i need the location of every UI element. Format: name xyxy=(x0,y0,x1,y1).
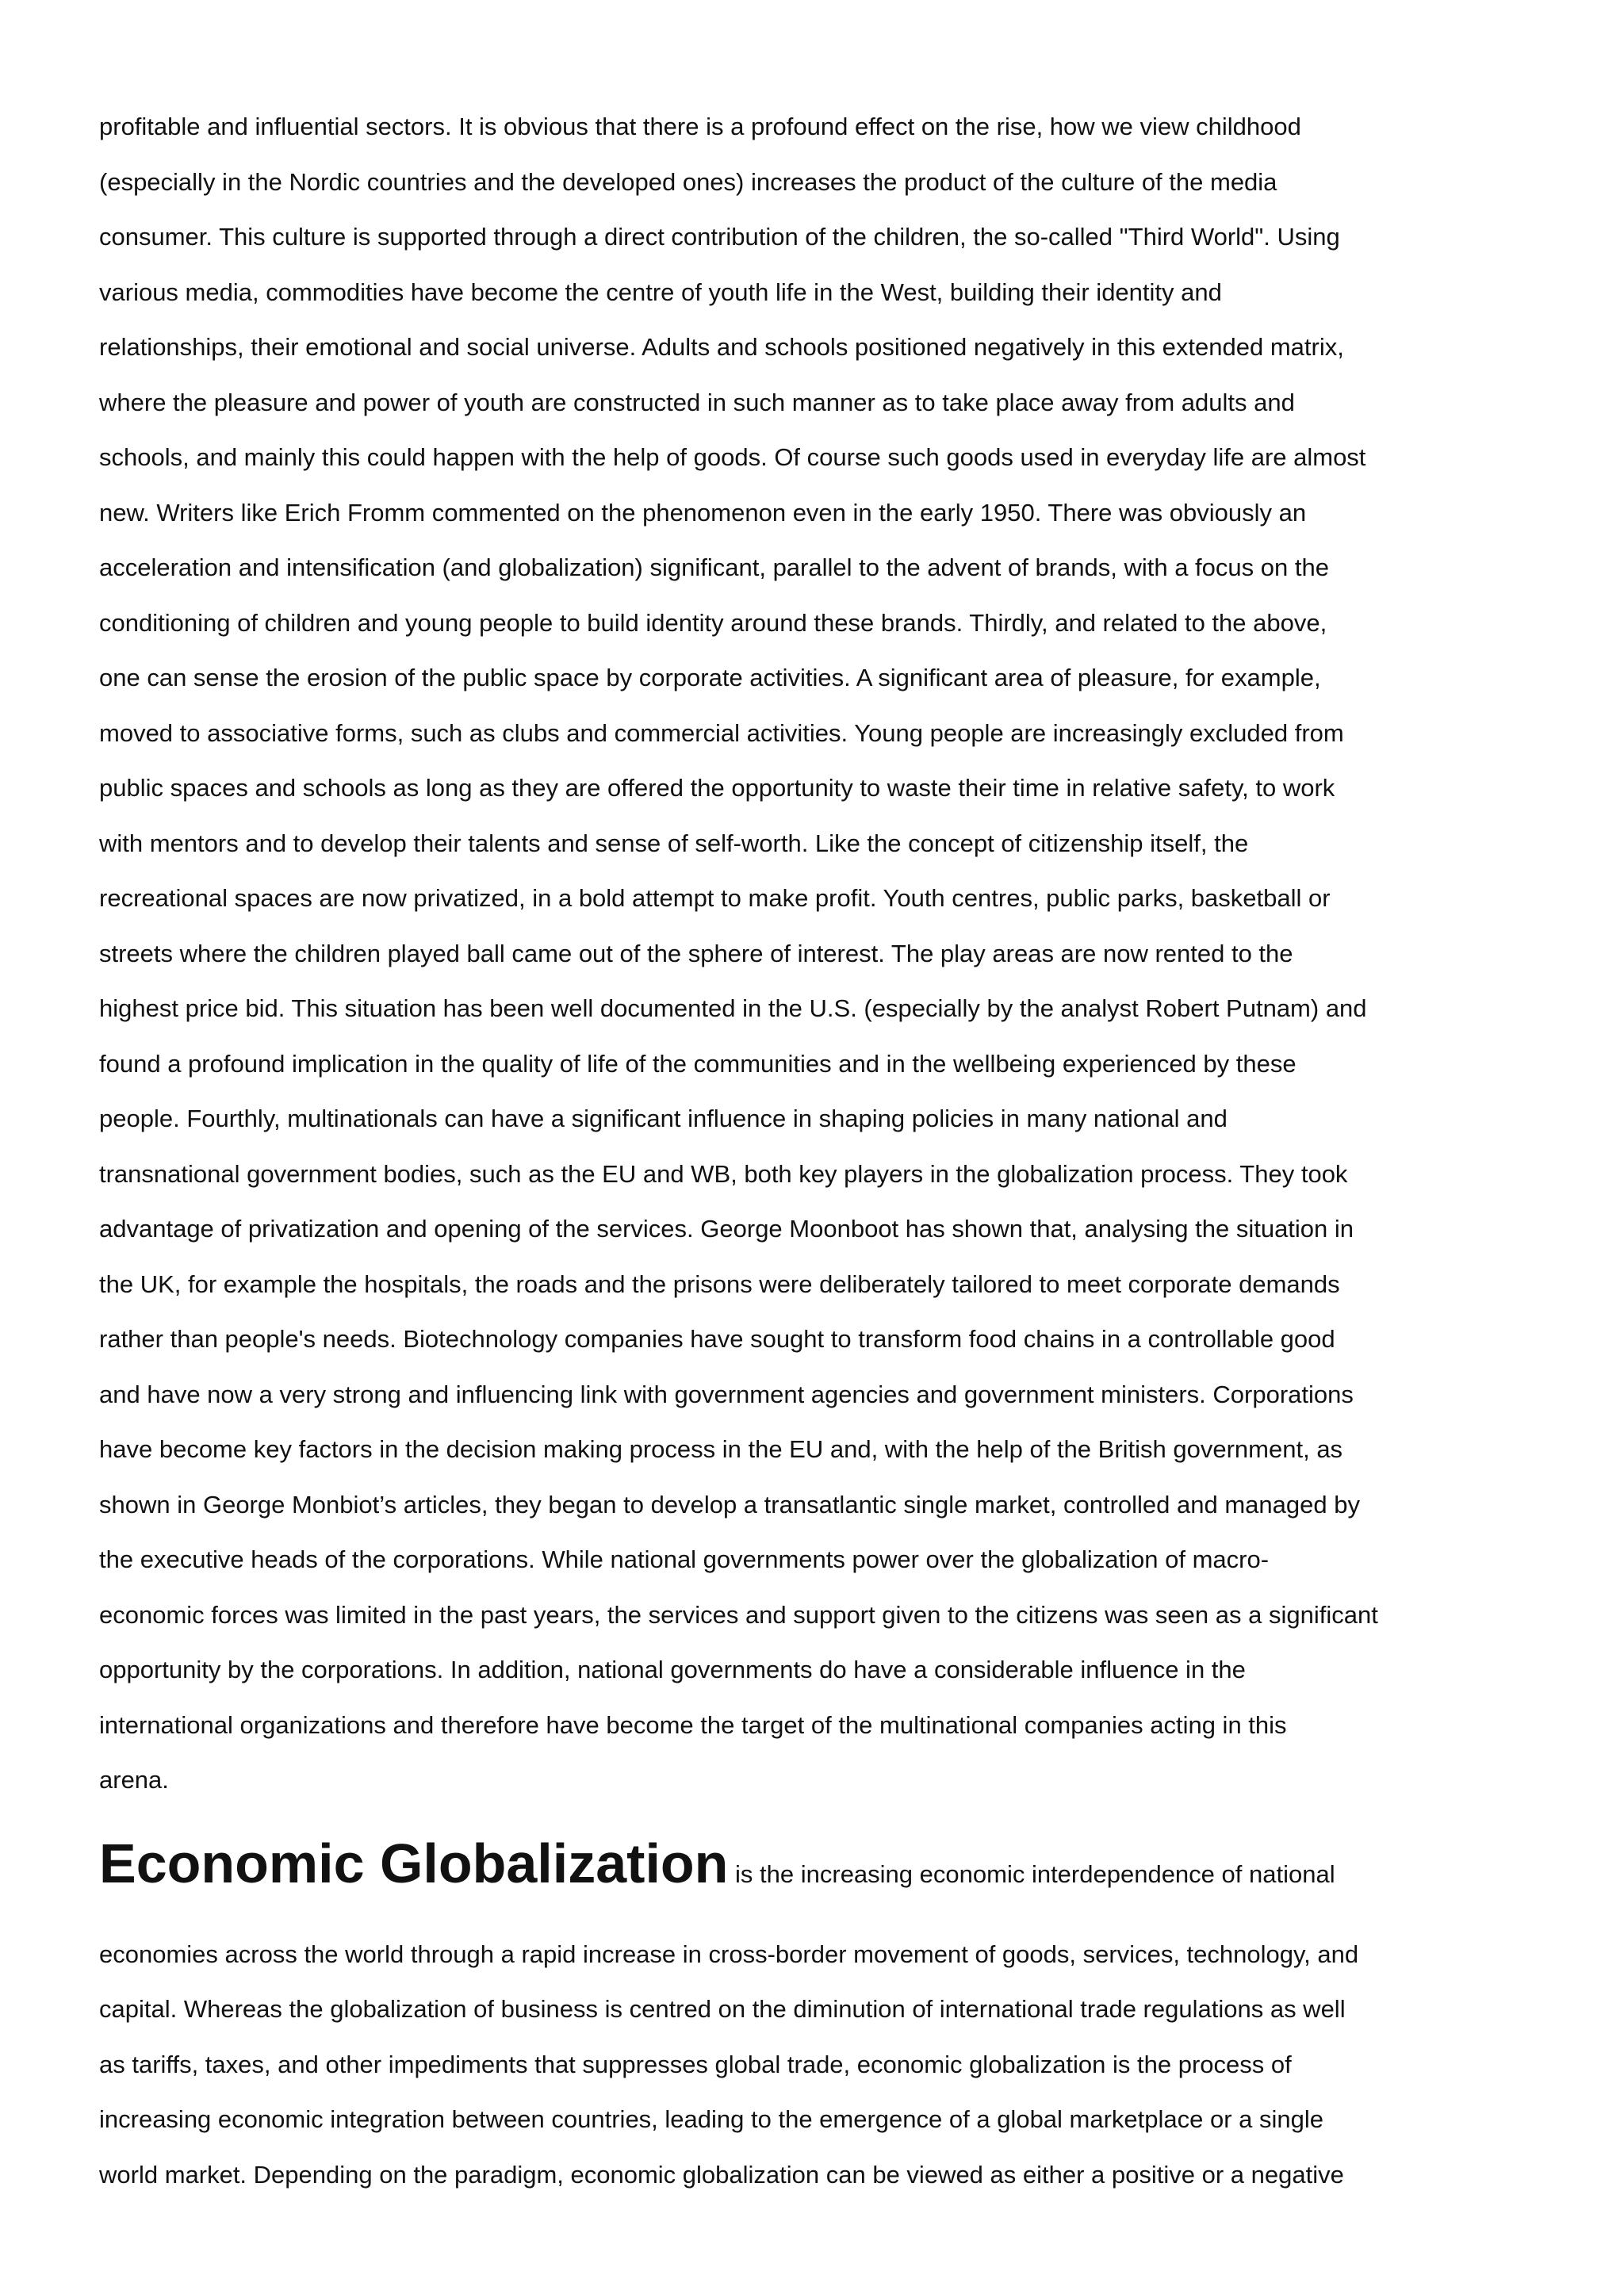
text-line: conditioning of children and young people to build identity around these brands. Thirdly, and related to the above, xyxy=(99,608,1327,637)
text-line: moved to associative forms, such as clubs and commercial activities. Young people are increasingly excluded from xyxy=(99,718,1344,747)
text-line: arena. xyxy=(99,1766,169,1794)
text-line: profitable and influential sectors. It is obvious that there is a profound effect on the rise, how we view childhood xyxy=(99,113,1301,140)
text-line: new. Writers like Erich Fromm commented on the phenomenon even in the early 1950. There was obviously an xyxy=(99,498,1307,527)
body-paragraph-1 xyxy=(99,99,1534,1808)
text-line: public spaces and schools as long as they are offered the opportunity to waste their time in relative safety, to work xyxy=(99,774,1335,802)
text-line: as tariffs, taxes, and other impediments that suppresses global trade, economic globalization is the process of xyxy=(99,2050,1292,2078)
text-line: capital. Whereas the globalization of business is centred on the diminution of international trade regulations as well xyxy=(99,1995,1346,2023)
text-line: transnational government bodies, such as the EU and WB, both key players in the globalization process. They took xyxy=(99,1159,1348,1188)
text-line: shown in George Monbiot’s articles, they began to develop a transatlantic single market, controlled and managed by xyxy=(99,1490,1360,1518)
text-line: opportunity by the corporations. In addition, national governments do have a considerable influence in the xyxy=(99,1656,1246,1683)
section-heading: Economic Globalization xyxy=(99,1832,729,1894)
text-line: and have now a very strong and influencing link with government agencies and government ministers. Corporations xyxy=(99,1380,1354,1408)
text-line: advantage of privatization and opening of the services. George Moonboot has shown that, analysing the situation in xyxy=(99,1215,1354,1243)
text-line: acceleration and intensification (and globalization) significant, parallel to the advent of brands, with a focus on the xyxy=(99,553,1329,581)
text-line: where the pleasure and power of youth are constructed in such manner as to take place away from adults and xyxy=(99,388,1295,416)
document-page xyxy=(99,99,1534,2202)
text-line: consumer. This culture is supported through a direct contribution of the children, the so-called "Third World". Using xyxy=(99,223,1340,251)
text-line: one can sense the erosion of the public space by corporate activities. A significant area of pleasure, for example, xyxy=(99,664,1321,691)
text-line: highest price bid. This situation has been well documented in the U.S. (especially by the analyst Robert Putnam) and xyxy=(99,994,1367,1022)
body-paragraph-2 xyxy=(99,1927,1534,2203)
text-line: the UK, for example the hospitals, the roads and the prisons were deliberately tailored to meet corporate demands xyxy=(99,1270,1340,1298)
text-line: (especially in the Nordic countries and the developed ones) increases the product of the culture of the media xyxy=(99,167,1277,196)
text-line: recreational spaces are now privatized, in a bold attempt to make profit. Youth centres, public parks, basketball or xyxy=(99,884,1331,912)
text-line: with mentors and to develop their talents and sense of self-worth. Like the concept of citizenship itself, the xyxy=(99,829,1249,857)
text-line: have become key factors in the decision making process in the EU and, with the help of the British government, as xyxy=(99,1435,1343,1463)
text-line: world market. Depending on the paradigm, economic globalization can be viewed as either a positive or a negative xyxy=(99,2160,1344,2189)
text-line: schools, and mainly this could happen with the help of goods. Of course such goods used in everyday life are almost xyxy=(99,443,1366,471)
text-line: economies across the world through a rapid increase in cross-border movement of goods, services, technology, and xyxy=(99,1940,1359,1968)
text-line: streets where the children played ball came out of the sphere of interest. The play areas are now rented to the xyxy=(99,939,1293,967)
text-line: increasing economic integration between countries, leading to the emergence of a global marketplace or a single xyxy=(99,2105,1324,2133)
text-line: various media, commodities have become the centre of youth life in the West, building their identity and xyxy=(99,278,1222,306)
text-line: relationships, their emotional and social universe. Adults and schools positioned negatively in this extended matrix, xyxy=(99,333,1344,361)
section-heading-line xyxy=(99,1816,1534,1911)
text-line: people. Fourthly, multinationals can have a significant influence in shaping policies in many national and xyxy=(99,1105,1228,1132)
text-line: economic forces was limited in the past years, the services and support given to the citizens was seen as a significant xyxy=(99,1600,1378,1629)
text-line: the executive heads of the corporations. While national governments power over the globalization of macro- xyxy=(99,1545,1270,1573)
text-line: rather than people's needs. Biotechnology companies have sought to transform food chains in a controllable good xyxy=(99,1325,1335,1353)
section-heading-continuation: is the increasing economic interdependence of national xyxy=(728,1859,1335,1888)
text-line: found a profound implication in the quality of life of the communities and in the wellbeing experienced by these xyxy=(99,1049,1297,1078)
text-line: international organizations and therefore have become the target of the multinational companies acting in this xyxy=(99,1710,1287,1739)
